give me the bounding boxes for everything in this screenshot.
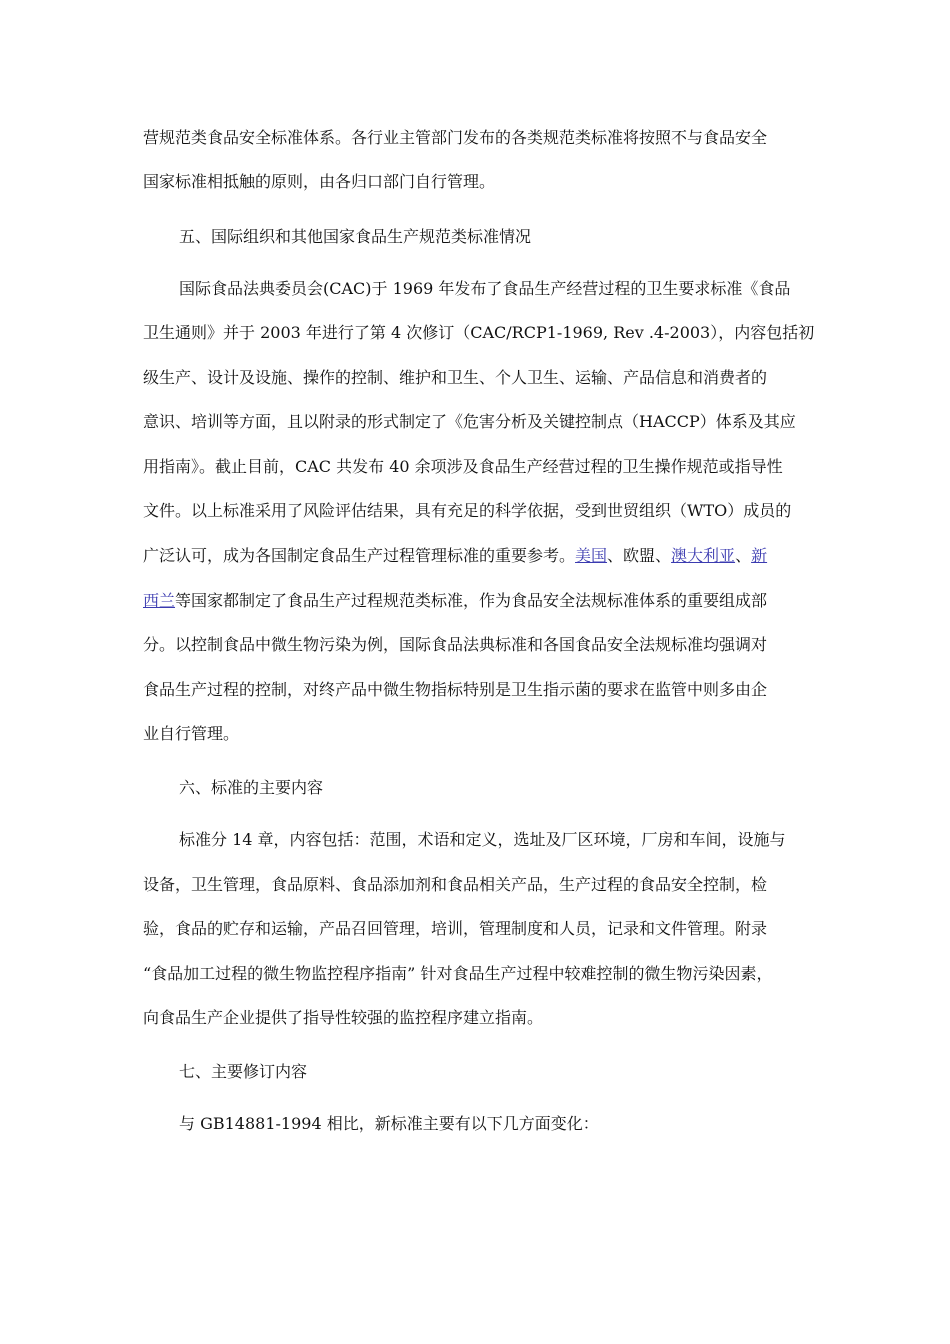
paragraph-line: 业自行管理。 <box>143 724 240 743</box>
link-australia[interactable]: 澳大利亚 <box>671 546 736 565</box>
section-heading-7: 七、主要修订内容 <box>179 1062 308 1081</box>
text-span: 广泛认可，成为各国制定食品生产过程管理标准的重要参考。 <box>143 546 576 565</box>
paragraph-line: 食品生产过程的控制，对终产品中微生物指标特别是卫生指示菌的要求在监管中则多由企 <box>143 680 768 699</box>
paragraph-line: 级生产、设计及设施、操作的控制、维护和卫生、个人卫生、运输、产品信息和消费者的 <box>143 368 768 387</box>
link-new-zealand[interactable]: 新 <box>751 546 768 565</box>
text-span: 、欧盟、 <box>607 546 672 565</box>
text-span: 、 <box>735 546 752 565</box>
paragraph-line: 设备，卫生管理，食品原料、食品添加剂和食品相关产品，生产过程的食品安全控制，检 <box>143 875 768 894</box>
paragraph-line: 用指南》。截止目前，CAC 共发布 40 余项涉及食品生产经营过程的卫生操作规范或指导性 <box>143 457 783 476</box>
paragraph-line: 国际食品法典委员会(CAC)于 1969 年发布了食品生产经营过程的卫生要求标准《食品 <box>179 279 791 298</box>
paragraph-line: 文件。以上标准采用了风险评估结果，具有充足的科学依据，受到世贸组织（WTO）成员的 <box>143 501 792 520</box>
section-heading-5: 五、国际组织和其他国家食品生产规范类标准情况 <box>179 227 532 246</box>
paragraph-line: 验，食品的贮存和运输，产品召回管理，培训，管理制度和人员，记录和文件管理。附录 <box>143 919 768 938</box>
paragraph-line: 分。以控制食品中微生物污染为例，国际食品法典标准和各国食品安全法规标准均强调对 <box>143 635 768 654</box>
paragraph-line <box>143 546 767 566</box>
paragraph-line: 标准分 14 章，内容包括：范围，术语和定义，选址及厂区环境，厂房和车间，设施与 <box>179 830 786 849</box>
paragraph-line: 国家标准相抵触的原则，由各归口部门自行管理。 <box>143 172 496 191</box>
text-span: 等国家都制定了食品生产过程规范类标准，作为食品安全法规标准体系的重要组成部 <box>175 591 768 610</box>
paragraph-line: 卫生通则》并于 2003 年进行了第 4 次修订（CAC/RCP1-1969, Rev .4-2003），内容包括初 <box>143 323 815 342</box>
paragraph-line: “食品加工过程的微生物监控程序指南” 针对食品生产过程中较难控制的微生物污染因素， <box>143 964 773 983</box>
paragraph-line: 向食品生产企业提供了指导性较强的监控程序建立指南。 <box>143 1008 544 1027</box>
paragraph-line: 意识、培训等方面，且以附录的形式制定了《危害分析及关键控制点（HACCP）体系及其应 <box>143 412 796 431</box>
link-usa[interactable]: 美国 <box>575 546 608 565</box>
paragraph-line: 与 GB14881-1994 相比，新标准主要有以下几方面变化： <box>179 1114 599 1133</box>
paragraph-line <box>143 591 767 611</box>
section-heading-6: 六、标准的主要内容 <box>179 778 324 797</box>
link-new-zealand[interactable]: 西兰 <box>143 591 176 610</box>
paragraph-line: 营规范类食品安全标准体系。各行业主管部门发布的各类规范类标准将按照不与食品安全 <box>143 128 768 147</box>
